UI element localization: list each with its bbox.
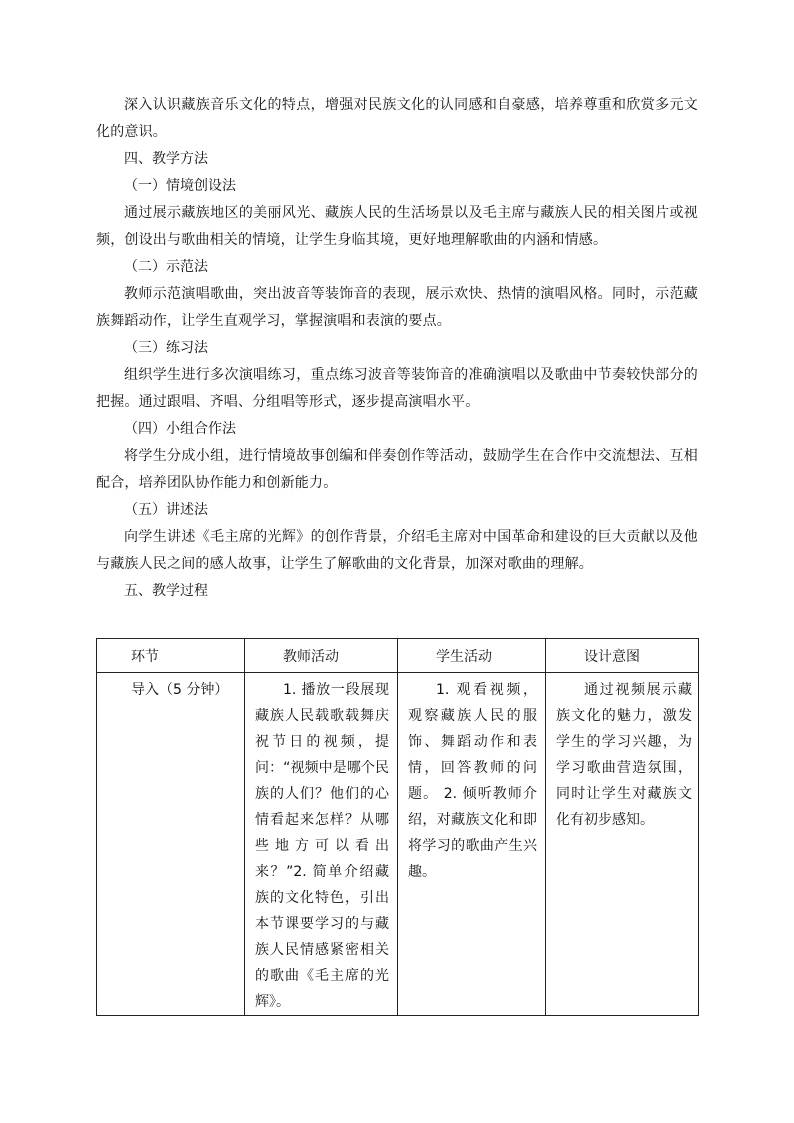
header-teacher-activity: 教师活动 [245,639,398,673]
subsection-text-narration: 向学生讲述《毛主席的光辉》的创作背景，介绍毛主席对中国革命和建设的巨大贡献以及他与藏族人民之间的感人故事，让学生了解歌曲的文化背景，加深对歌曲的理解。 [96,529,698,572]
section-heading-methods: 四、教学方法 [124,151,208,167]
subsection-title-narration: （五）讲述法 [124,502,208,518]
cell-student-activity: 1. 观看视频，观察藏族人民的服饰、舞蹈动作和表情，回答教师的问题。 2. 倾听教师介绍，对藏族文化和即将学习的歌曲产生兴趣。 [398,673,546,1016]
intro-paragraph: 深入认识藏族音乐文化的特点，增强对民族文化的认同感和自豪感，培养尊重和欣赏多元文化的意识。 [96,97,698,140]
subsection-title-situation: （一）情境创设法 [124,178,236,194]
header-design-intent: 设计意图 [546,639,699,673]
subsection-title-practice: （三）练习法 [124,340,208,356]
cell-stage: 导入（5 分钟） [97,673,245,1016]
subsection-text-group-work: 将学生分成小组，进行情境故事创编和伴奏创作等活动，鼓励学生在合作中交流想法、互相配合，培养团队协作能力和创新能力。 [96,448,698,491]
table-header-row [97,639,699,673]
subsection-title-group-work: （四）小组合作法 [124,421,236,437]
subsection-text-practice: 组织学生进行多次演唱练习，重点练习波音等装饰音的准确演唱以及歌曲中节奏较快部分的把握。通过跟唱、齐唱、分组唱等形式，逐步提高演唱水平。 [96,367,698,410]
cell-design-intent: 通过视频展示藏族文化的魅力，激发学生的学习兴趣，为学习歌曲营造氛围，同时让学生对藏族文化有初步感知。 [546,673,699,1016]
header-student-activity: 学生活动 [398,639,546,673]
teaching-process-table [96,638,699,1016]
section-heading-process: 五、教学过程 [124,583,208,599]
cell-teacher-activity: 1. 播放一段展现藏族人民载歌载舞庆祝节日的视频，提问：“视频中是哪个民族的人们？他们的心情看起来怎样？从哪些地方可以看出来？”2. 简单介绍藏族的文化特色，引出本节课要学习的与藏族人民情感紧密相关的歌曲《毛主席的光辉》。 [245,673,398,1016]
subsection-text-situation: 通过展示藏族地区的美丽风光、藏族人民的生活场景以及毛主席与藏族人民的相关图片或视频，创设出与歌曲相关的情境，让学生身临其境，更好地理解歌曲的内涵和情感。 [96,205,698,248]
header-stage: 环节 [97,639,245,673]
subsection-title-demonstration: （二）示范法 [124,259,208,275]
subsection-text-demonstration: 教师示范演唱歌曲，突出波音等装饰音的表现，展示欢快、热情的演唱风格。同时，示范藏族舞蹈动作，让学生直观学习，掌握演唱和表演的要点。 [96,286,698,329]
table-row [97,673,699,1016]
